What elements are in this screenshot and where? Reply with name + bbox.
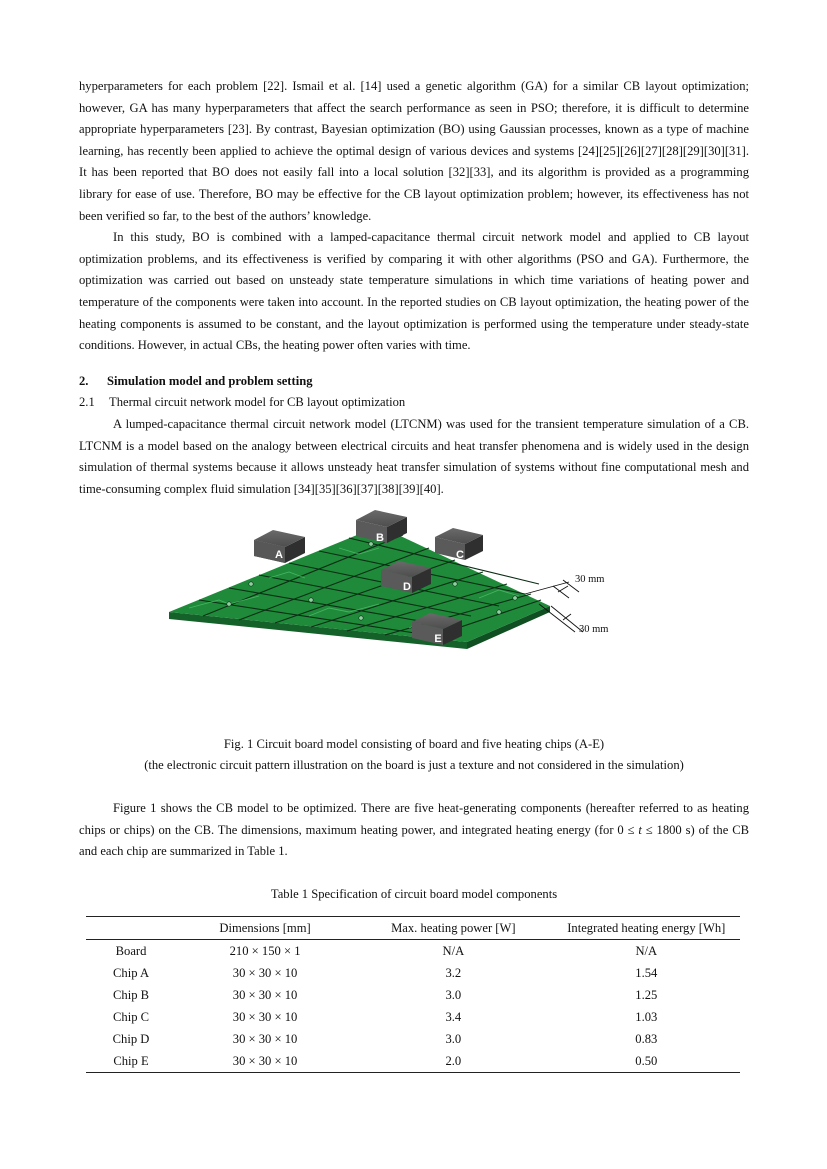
paragraph-study: In this study, BO is combined with a lamped-capacitance thermal circuit network model and applied to CB layout optimization problems, and its effectiveness is verified by comparing it with other algorithms (PSO and GA). Furthermore, the optimization was carried out based on unsteady state temperature simulations in which time variations of heating power and temperature of the components were taken into account. In the reported studies on CB layout optimization, the heating power of the heating components is assumed to be constant, and the layout optimization is performed using the temperature under steady-state conditions. However, in actual CBs, the heating power often varies with time.	[79, 230, 749, 353]
table-cell: N/A	[442, 944, 465, 959]
subsection-heading	[79, 392, 749, 414]
table-cell: 0.83	[635, 1032, 658, 1047]
chip-label-a: A	[275, 549, 283, 562]
table-cell: 1.25	[635, 988, 658, 1003]
table-row	[86, 962, 740, 984]
table-cell: Chip B	[113, 988, 150, 1003]
section-title: Simulation model and problem setting	[107, 373, 313, 388]
table-header: Dimensions [mm]	[176, 917, 354, 940]
paragraph-figure1	[79, 798, 749, 863]
page-body	[79, 76, 749, 1073]
table-header	[86, 917, 176, 940]
table-cell: N/A	[635, 944, 658, 959]
dimension-label-2: 30 mm	[579, 624, 609, 636]
table-cell: 30 × 30 × 10	[232, 1032, 298, 1047]
table-row	[86, 1050, 740, 1073]
figure-caption-line1: Fig. 1 Circuit board model consisting of board and five heating chips (A-E)	[223, 737, 605, 752]
paragraph-intro: hyperparameters for each problem [22]. Ismail et al. [14] used a genetic algorithm (GA) for a similar CB layout optimization; however, GA has many hyperparameters that affect the search performance as seen in PSO; therefore, it is difficult to determine appropriate hyperparameters [23]. By contrast, Bayesian optimization (BO) using Gaussian processes, known as a type of machine learning, has recently been applied to achieve the optimal design of various devices and systems [24][25][26][27][28][29][30][31]. It has been reported that BO does not easily fall into a local solution [32][33], and its algorithm is provided as a programming library for ease of use. Therefore, BO may be effective for the CB layout optimization problem; however, its effectiveness has not been verified so far, to the best of the authors’ knowledge.	[79, 79, 749, 223]
table-row	[86, 940, 740, 963]
table-cell: 2.0	[354, 1050, 553, 1073]
table-row	[86, 984, 740, 1006]
subsection-title: Thermal circuit network model for CB layout optimization	[109, 395, 406, 410]
section-number: 2.	[79, 373, 89, 388]
table-cell: Chip C	[113, 1010, 150, 1025]
table-header: Integrated heating energy [Wh]	[553, 917, 740, 940]
paragraph-figure1-text-a: Figure 1 shows the CB model to be optimized. There are five heat-generating components (hereafter referred to as heating chips or chips) on the CB. The dimensions, maximum heating power, and integrated heating energy (for 0 ≤	[79, 801, 749, 837]
chip-label-c: C	[456, 549, 464, 562]
table-cell: Chip A	[113, 966, 150, 981]
figure-caption	[79, 734, 749, 776]
section-heading	[79, 371, 749, 393]
table-header-row	[86, 917, 740, 940]
table-cell: 30 × 30 × 10	[176, 1050, 354, 1073]
chip-a	[254, 530, 305, 563]
table-row	[86, 1028, 740, 1050]
chip-label-b: B	[376, 532, 384, 545]
paragraph-figure1-text-b: ≤ 1800 s) of the CB and each chip are summarized in Table 1.	[79, 822, 749, 859]
subsection-number: 2.1	[79, 395, 95, 410]
spec-table	[86, 916, 740, 1073]
table-cell: Board	[115, 944, 147, 959]
table-cell: 30 × 30 × 10	[232, 988, 298, 1003]
circuit-board-illustration	[79, 508, 749, 728]
table-cell: Chip D	[112, 1032, 150, 1047]
table-row	[86, 1006, 740, 1028]
table-cell: 30 × 30 × 10	[232, 1010, 298, 1025]
table-title: Table 1 Specification of circuit board model components	[270, 887, 558, 902]
table-cell: 3.4	[445, 1010, 462, 1025]
table-cell: 3.2	[445, 966, 462, 981]
figure-circuit-board	[79, 508, 749, 728]
chip-label-e: E	[434, 633, 442, 646]
table-cell: 0.50	[553, 1050, 740, 1073]
table-cell: 3.0	[445, 1032, 462, 1047]
paragraph-figure1-variable: t	[638, 822, 642, 837]
table-cell: 30 × 30 × 10	[232, 966, 298, 981]
chip-label-d: D	[403, 581, 411, 594]
figure-caption-line2: (the electronic circuit pattern illustration on the board is just a texture and not considered in the simulation)	[144, 758, 684, 773]
dimension-label-1: 30 mm	[575, 574, 605, 586]
table-header: Max. heating power [W]	[354, 917, 553, 940]
table-cell: Chip E	[86, 1050, 176, 1073]
table-cell: 3.0	[445, 988, 462, 1003]
table-cell: 1.54	[635, 966, 658, 981]
paragraph-ltcnm: A lumped-capacitance thermal circuit network model (LTCNM) was used for the transient temperature simulation of a CB. LTCNM is a model based on the analogy between electrical circuits and heat transfer phenomena and is widely used in the design simulation of thermal systems because it allows unsteady heat transfer simulation of systems without fine computational mesh and time-consuming complex fluid simulation [34][35][36][37][38][39][40].	[79, 416, 749, 496]
table-cell: 210 × 150 × 1	[229, 944, 301, 959]
table-cell: 1.03	[635, 1010, 658, 1025]
